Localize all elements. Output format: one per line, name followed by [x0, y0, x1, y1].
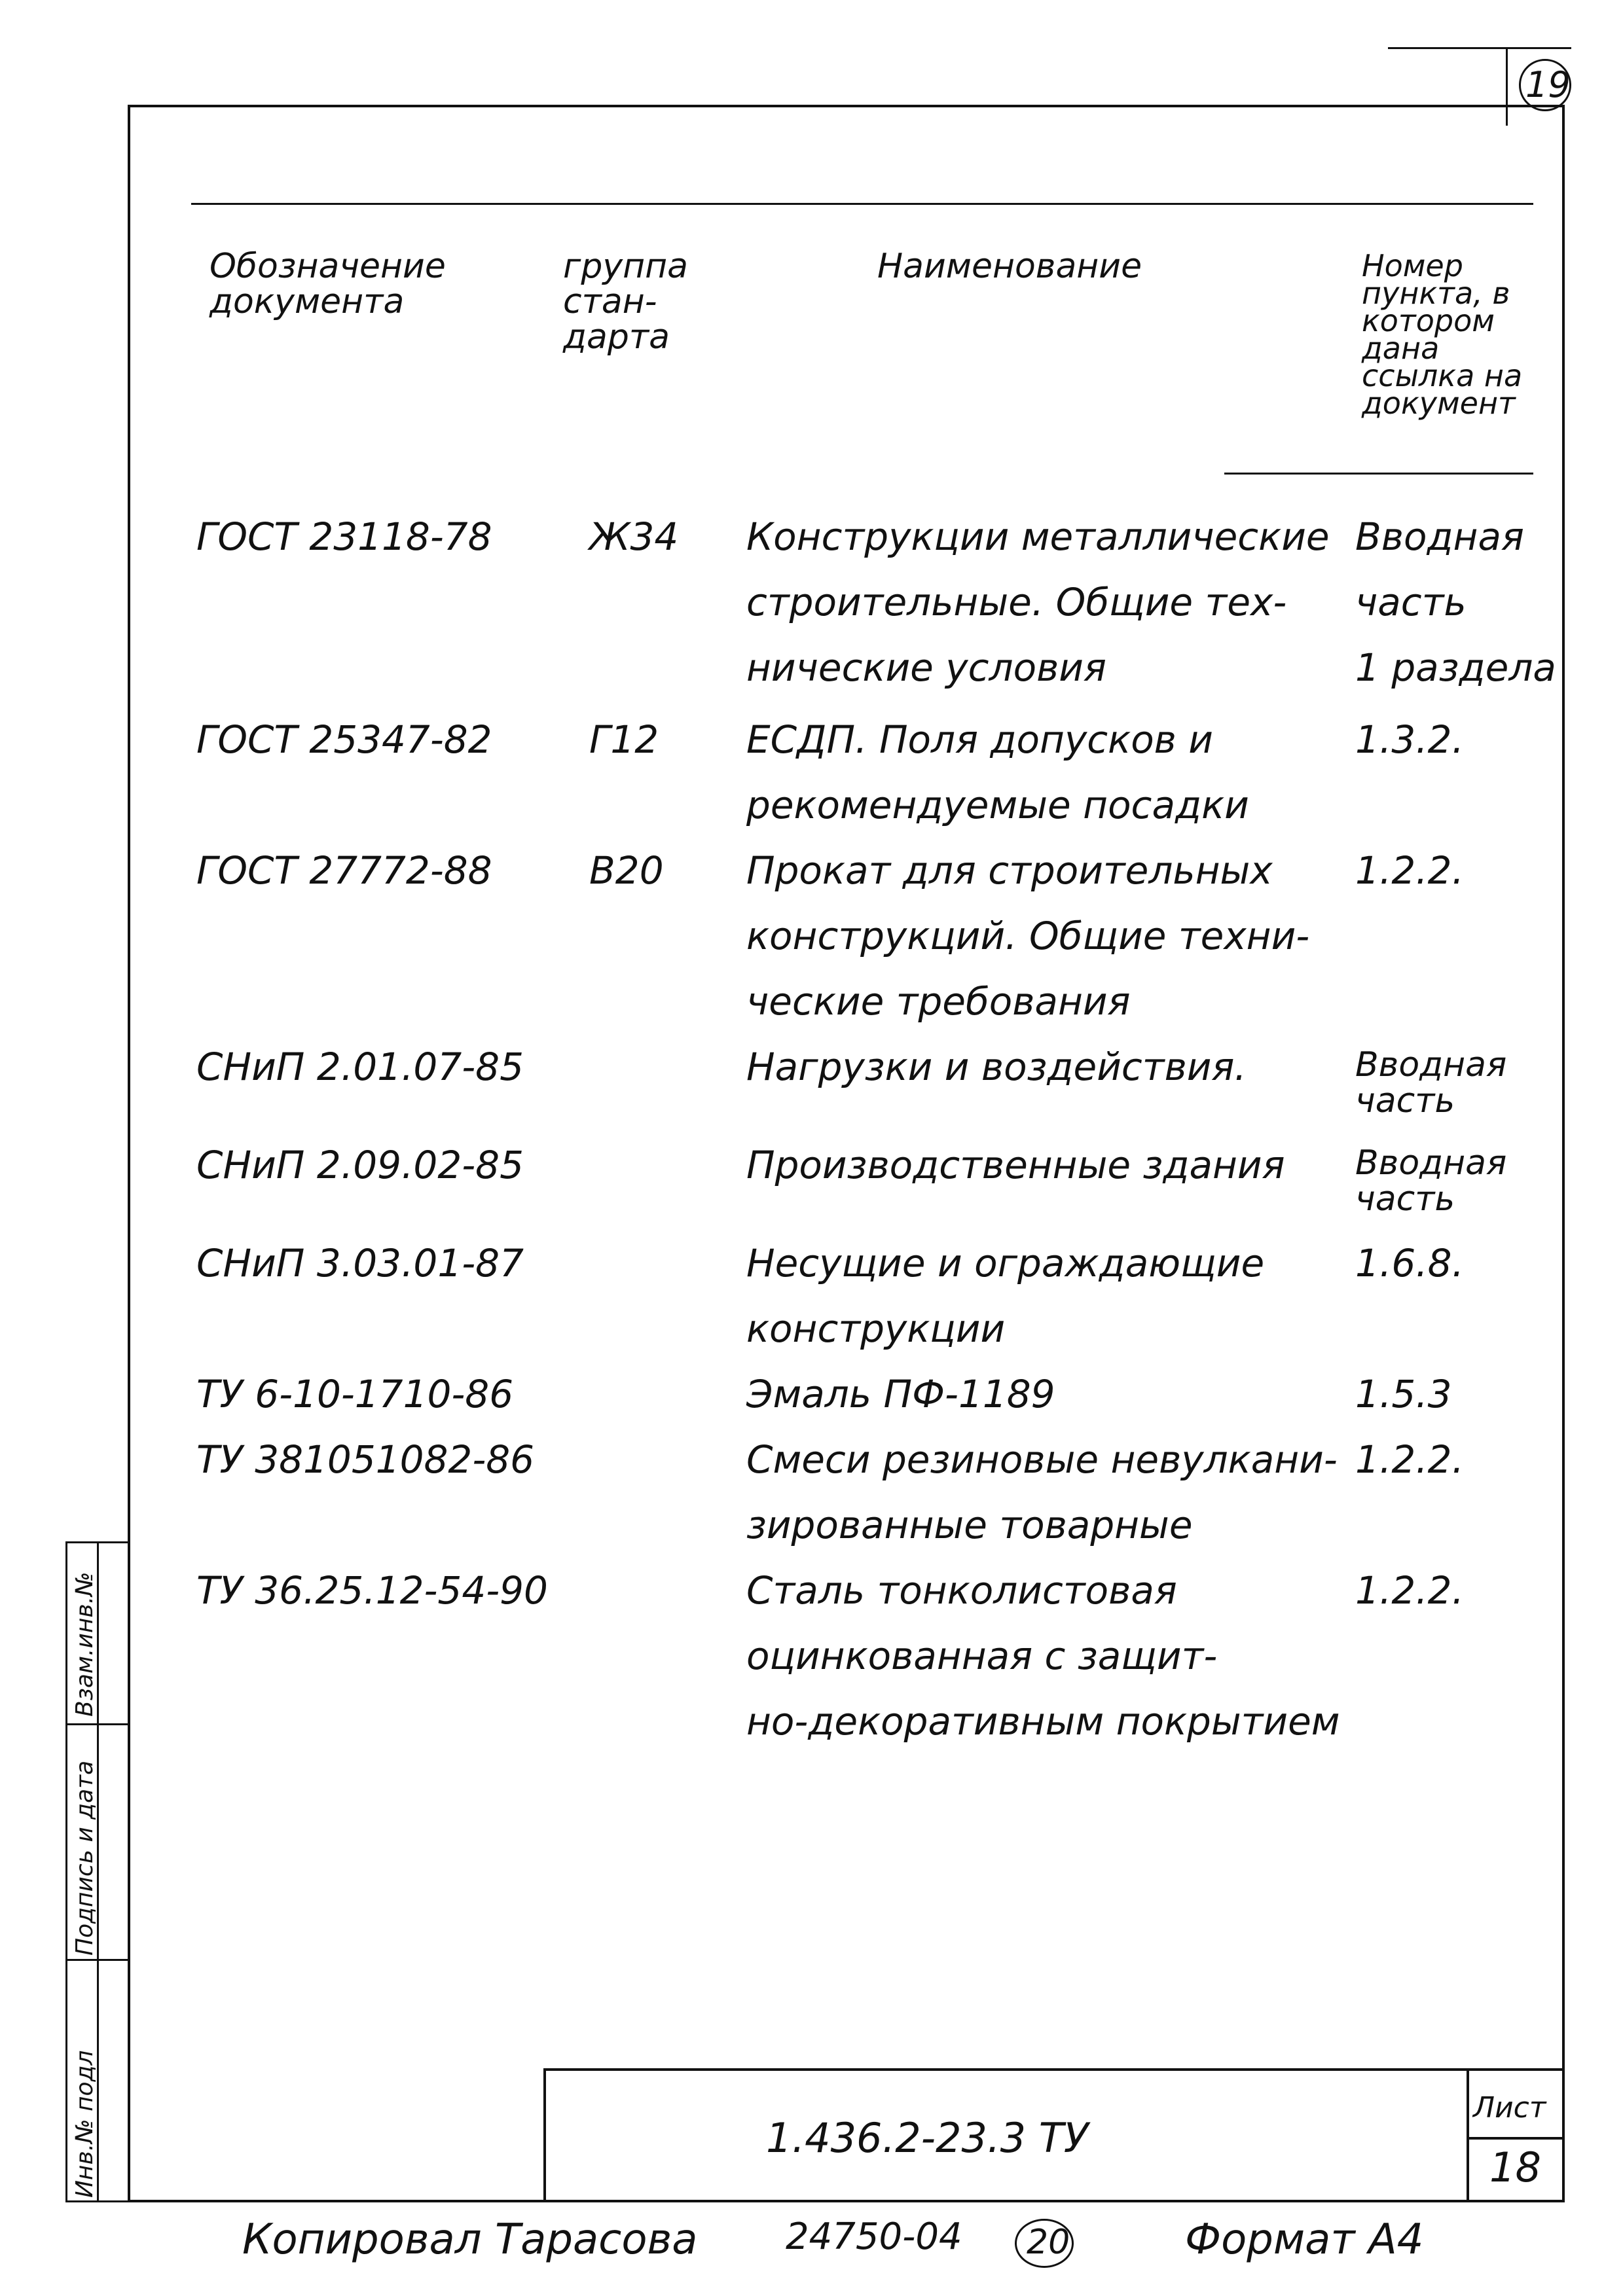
row-clause-line: Вводная	[1355, 514, 1524, 559]
document-code: 1.436.2-23.3 ТУ	[766, 2114, 1089, 2162]
row-clause	[1355, 1047, 1506, 1119]
row-name-line: но-декоративным покрытием	[746, 1699, 1340, 1744]
footer-copied-by: Копировал Тарасова	[242, 2215, 698, 2264]
row-name	[746, 1230, 1264, 1361]
row-name	[746, 1427, 1338, 1558]
row-clause-line: часть	[1355, 1179, 1455, 1219]
side-stamp	[65, 1541, 128, 2202]
header-rule	[1224, 473, 1533, 475]
row-name	[746, 504, 1330, 700]
row-group: В20	[589, 848, 664, 893]
footer-page-number: 20	[1027, 2223, 1070, 2262]
row-clause	[1355, 1361, 1452, 1427]
row-name	[746, 838, 1309, 1034]
row-name	[746, 707, 1249, 838]
row-name-line: конструкций. Общие техни-	[746, 914, 1310, 958]
row-clause-line: часть	[1355, 580, 1467, 624]
row-designation: ГОСТ 27772-88	[196, 848, 492, 893]
row-name-line: рекомендуемые посадки	[746, 783, 1249, 827]
row-clause-line: 1.2.2.	[1355, 1437, 1465, 1482]
row-designation: СНиП 2.01.07-85	[196, 1045, 524, 1089]
row-name-line: нические условия	[746, 645, 1106, 690]
title-block-divider	[1467, 2068, 1469, 2202]
row-name-line: Эмаль ПФ-1189	[746, 1372, 1055, 1416]
header-designation: Обозначение документа	[210, 247, 446, 321]
row-clause	[1355, 1230, 1464, 1296]
row-name-line: Конструкции металлические	[746, 514, 1330, 559]
row-clause-line: Вводная	[1355, 1143, 1507, 1183]
side-field-inventory: Инв.№ подл	[71, 2050, 98, 2198]
row-name-line: ЕСДП. Поля допусков и	[746, 717, 1213, 762]
row-clause	[1355, 707, 1464, 772]
header-name: Наименование	[877, 247, 1142, 286]
row-designation: СНиП 2.09.02-85	[196, 1143, 524, 1187]
row-name	[746, 1132, 1285, 1198]
row-designation: СНиП 3.03.01-87	[196, 1241, 524, 1285]
side-field-signature: Подпись и дата	[71, 1760, 98, 1956]
row-designation: ГОСТ 25347-82	[196, 717, 492, 762]
row-clause-line: 1.6.8.	[1355, 1241, 1465, 1285]
sheet-number: 18	[1489, 2144, 1541, 2191]
row-clause	[1355, 504, 1556, 700]
corner-page-number: 19	[1525, 64, 1571, 105]
row-name-line: Производственные здания	[746, 1143, 1285, 1187]
row-name-line: Несущие и ограждающие	[746, 1241, 1265, 1285]
row-name	[746, 1558, 1340, 1754]
title-block-sheet-rule	[1467, 2137, 1565, 2140]
row-clause-line: часть	[1355, 1081, 1455, 1121]
table-top-rule	[191, 203, 1533, 205]
sheet-label: Лист	[1473, 2091, 1546, 2125]
row-clause-line: Вводная	[1355, 1045, 1507, 1085]
row-clause-line: 1.2.2.	[1355, 1568, 1465, 1613]
row-clause	[1355, 1427, 1464, 1492]
row-clause-line: 1.3.2.	[1355, 717, 1465, 762]
row-name-line: оцинкованная с защит-	[746, 1634, 1218, 1678]
footer-order-number: 24750-04	[786, 2215, 962, 2258]
header-group: группа стан- дарта	[563, 247, 688, 357]
row-name-line: конструкции	[746, 1306, 1006, 1351]
row-name-line: Нагрузки и воздействия.	[746, 1045, 1247, 1089]
row-clause	[1355, 1558, 1464, 1623]
row-name-line: зированные товарные	[746, 1503, 1193, 1547]
row-name-line: Прокат для строительных	[746, 848, 1273, 893]
row-designation: ТУ 6-10-1710-86	[196, 1372, 514, 1416]
row-group: Г12	[589, 717, 659, 762]
row-clause-line: 1.2.2.	[1355, 848, 1465, 893]
row-clause	[1355, 1145, 1506, 1217]
row-designation: ГОСТ 23118-78	[196, 514, 492, 559]
row-designation: ТУ 381051082-86	[196, 1437, 535, 1482]
row-clause-line: 1.5.3	[1355, 1372, 1452, 1416]
footer-format: Формат А4	[1185, 2215, 1424, 2264]
row-name-line: Сталь тонколистовая	[746, 1568, 1177, 1613]
row-clause	[1355, 838, 1464, 903]
row-name-line: Смеси резиновые невулкани-	[746, 1437, 1338, 1482]
side-field-replacement: Взам.инв.№	[71, 1571, 98, 1717]
header-clause: Номер пункта, в котором дана ссылка на документ	[1362, 248, 1523, 421]
corner-rule	[1388, 47, 1571, 49]
row-name-line: ческие требования	[746, 979, 1131, 1024]
row-name	[746, 1034, 1247, 1100]
row-clause-line: 1 раздела	[1355, 645, 1556, 690]
row-group: Ж34	[589, 514, 679, 559]
row-name-line: строительные. Общие тех-	[746, 580, 1287, 624]
row-designation: ТУ 36.25.12-54-90	[196, 1568, 548, 1613]
row-name	[746, 1361, 1055, 1427]
